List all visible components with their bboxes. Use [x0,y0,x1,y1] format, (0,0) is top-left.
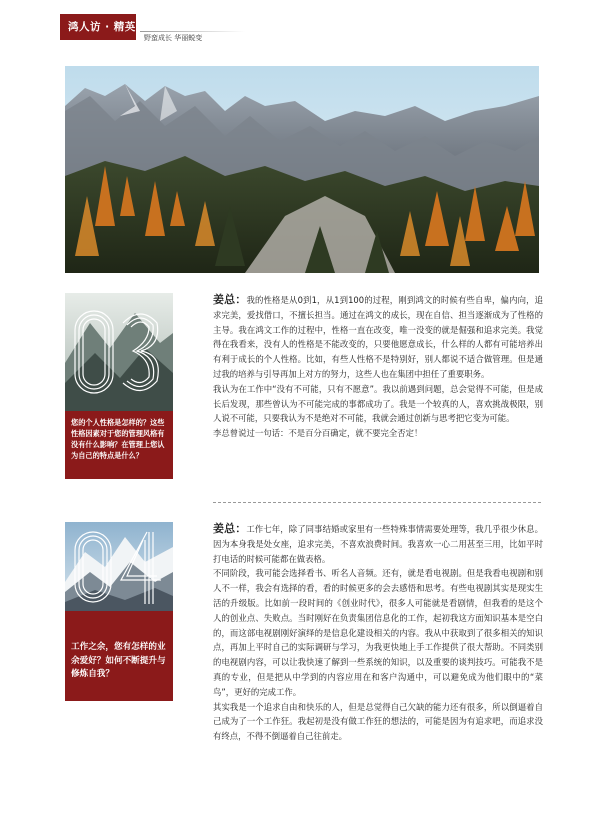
speaker-label: 姜总： [213,522,247,535]
paragraph: 不同阶段，我可能会选择看书、听名人音频。还有，就是看电视剧。但是我看电视剧和别人不一样，我会有选择的看，看的时候更多的会去感悟和思考。有些电视剧其实是现实生活的升级版。比如前一段时间的《创业时代》，很多人可能就是看剧情，但我看的是这个人的创业点、失败点。当时刚好在负责集团信息化的工作，起初我这方面知识基本是空白的，而这部电视剧刚好演绎的是信息化建设相关的内容。我从中获取到了很多相关的知识点，再加上平时自己的实际调研与学习，为我更快地上手工作提供了很大帮助。不同类别的电视剧内容，可以让我快速了解到一些系统的知识，以及重要的谈判技巧。可能我不是真的专业，但是把从中学到的内容应用在和客户沟通中，可以避免成为他们眼中的“菜鸟”，更好的完成工作。 [213,568,543,697]
paragraph: 工作七年，除了同事结婚或家里有一些特殊事情需要处理等，我几乎很少休息。因为本身我是处女座，追求完美，不喜欢浪费时间。我喜欢一心二用甚至三用，比如平时打电话的时候可能都在做表格。 [213,524,544,564]
section-03-number-image [65,293,173,411]
section-03-answer [213,293,543,441]
paragraph: 我认为在工作中“没有不可能，只有不愿意”。我以前遇到问题，总会觉得不可能，但是成长后发现，那些曾认为不可能完成的事都成功了。我是一个较真的人，喜欢挑战极限，别人说不可能，只要我认为不是绝对不可能，我就会通过创新与思考把它变为可能。 [213,383,543,424]
section-03-question: 您的个人性格是怎样的？这些性格因素对于您的管理风格有没有什么影响？在管理上您认为自己的特点是什么？ [65,411,173,479]
section-04-number-image [65,522,173,611]
header-rule [140,31,245,32]
header-subtitle: 野蛮成长 华丽蜕变 [144,34,203,42]
section-04-question: 工作之余，您有怎样的业余爱好？如何不断提升与修炼自我？ [65,611,173,701]
paragraph: 其实我是一个追求自由和快乐的人，但是总觉得自己欠缺的能力还有很多，所以倒逼着自己成为了一个工作狂。我起初是没有做工作狂的想法的，可能是因为有追求吧，而追求没有终点，不得不倒逼着自己往前走。 [213,701,543,742]
section-04-answer [213,522,543,744]
speaker-label: 姜总： [213,293,247,306]
header-title: 鸿人访 · 精英 [68,21,136,33]
paragraph: 李总曾说过一句话：不是百分百确定，就不要完全否定！ [213,428,423,439]
paragraph: 我的性格是从0到1，从1到100的过程，刚到鸿文的时候有些自卑，偏内向，追求完美，爱找借口，不擅长担当。通过在鸿文的成长，现在自信、担当逐渐成为了性格的主导。我在鸿文工作的过程中，性格一直在改变，唯一没变的就是倔强和追求完美。我觉得在我看来，没有人的性格是不能改变的，只要他愿意成长，什么样的人都有可能培养出有利于成长的个人性格。比如，有些人性格不是特别好，别人都说不适合做管理。但是通过我的培养与引导再加上对方的努力，这些人也在集团中担任了重要职务。 [213,295,544,379]
hero-landscape-photo [65,66,539,273]
section-divider [213,502,541,503]
